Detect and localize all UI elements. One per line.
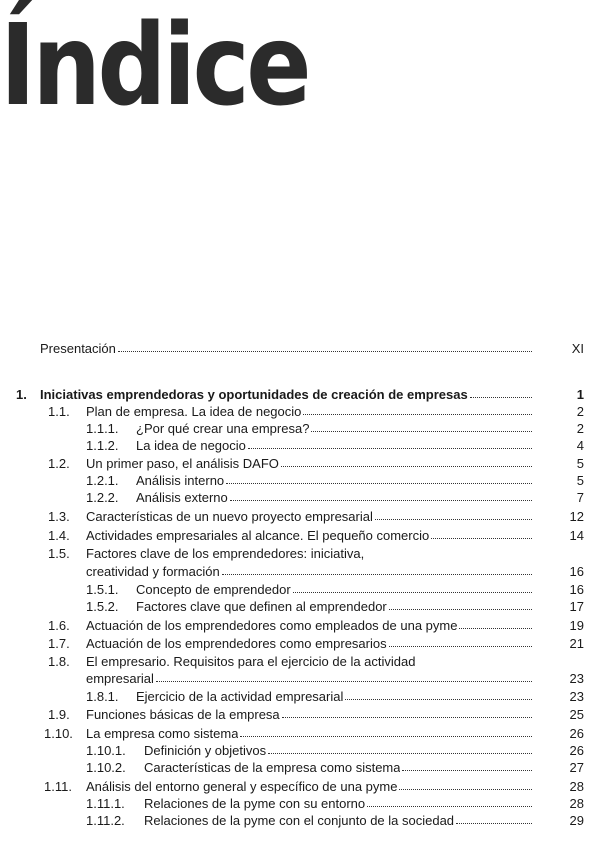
toc-entry-number: 1. [16, 387, 27, 402]
dot-leader [345, 684, 532, 700]
toc-entry-title: empresarial [86, 671, 154, 686]
toc-entry-page: XI [571, 341, 584, 356]
toc-entry [0, 527, 600, 544]
dot-leader [268, 738, 532, 754]
toc-entry-page: 26 [569, 726, 584, 741]
toc-entry-number: 1.1. [48, 404, 70, 419]
dot-leader [402, 755, 532, 771]
toc-entry-title: La idea de negocio [136, 438, 246, 453]
toc-entry-number: 1.2.2. [86, 490, 119, 505]
toc-entry-title: El empresario. Requisitos para el ejercicio de la actividad [86, 654, 416, 669]
toc-entry-page: 23 [569, 671, 584, 686]
toc-entry-page: 27 [569, 760, 584, 775]
toc-entry [0, 635, 600, 652]
toc-entry-title: Factores clave que definen al emprendedor [136, 599, 387, 614]
toc-entry-title: Iniciativas emprendedoras y oportunidades de creación de empresas [40, 387, 468, 402]
toc-entry-page: 25 [569, 707, 584, 722]
dot-leader [240, 721, 532, 737]
toc-entry-title: Análisis del entorno general y específico de una pyme [86, 779, 398, 794]
toc-entry-title: Plan de empresa. La idea de negocio [86, 404, 302, 419]
dot-leader [222, 559, 532, 575]
toc-entry-number: 1.11. [44, 779, 72, 794]
dot-leader [226, 468, 532, 484]
toc-entry-title: Actuación de los emprendedores como empresarios [86, 636, 387, 651]
dot-leader [459, 613, 532, 629]
toc-entry-number: 1.3. [48, 509, 70, 524]
toc-entry-title: Actividades empresariales al alcance. El pequeño comercio [86, 528, 430, 543]
toc-entry-title: Funciones básicas de la empresa [86, 707, 280, 722]
toc-entry-page: 5 [576, 473, 584, 488]
toc-entry-number: 1.11.1. [86, 796, 125, 811]
toc-entry-page: 2 [576, 421, 584, 436]
toc-entry-title: creatividad y formación [86, 564, 220, 579]
dot-leader [293, 577, 532, 593]
toc-entry-number: 1.8.1. [86, 689, 119, 704]
toc-entry-title: Relaciones de la pyme con el conjunto de la sociedad [144, 813, 455, 828]
toc-entry-page: 21 [569, 636, 584, 651]
toc-entry-title: Relaciones de la pyme con su entorno [144, 796, 366, 811]
toc-entry-number: 1.9. [48, 707, 70, 722]
toc-entry-title: Características de la empresa como sistema [144, 760, 401, 775]
toc-entry-number: 1.2. [48, 456, 70, 471]
dot-leader [375, 504, 532, 520]
toc-entry-number: 1.5.1. [86, 582, 119, 597]
toc-entry [0, 812, 600, 829]
toc-entry-number: 1.5.2. [86, 599, 119, 614]
toc-entry-page: 12 [569, 509, 584, 524]
toc-entry-title: Presentación [40, 341, 116, 356]
toc-entry-page: 16 [569, 582, 584, 597]
toc-entry-number: 1.1.2. [86, 438, 119, 453]
dot-leader [456, 808, 532, 824]
toc-entry-title: Definición y objetivos [144, 743, 267, 758]
dot-leader [399, 774, 532, 790]
dot-leader [389, 594, 532, 610]
toc-entry-number: 1.10. [44, 726, 73, 741]
toc-entry-page: 7 [576, 490, 584, 505]
toc-entry-page: 16 [569, 564, 584, 579]
toc-entry-number: 1.11.2. [86, 813, 125, 828]
toc-entry-number: 1.2.1. [86, 473, 119, 488]
toc-entry-page: 17 [569, 599, 584, 614]
dot-leader [230, 485, 532, 501]
toc-entry-page: 28 [569, 796, 584, 811]
toc-entry-page: 1 [576, 387, 584, 402]
dot-leader [281, 451, 532, 467]
dot-leader [118, 336, 532, 352]
dot-leader [389, 631, 532, 647]
toc-entry-number: 1.10.1. [86, 743, 126, 758]
dot-leader [431, 523, 532, 539]
toc-entry-page: 19 [569, 618, 584, 633]
toc-entry-number: 1.5. [48, 546, 70, 561]
toc-entry-page: 14 [569, 528, 584, 543]
toc-entry-page: 23 [569, 689, 584, 704]
toc-entry-page: 29 [569, 813, 584, 828]
dot-leader [282, 702, 532, 718]
toc-entry-title: Concepto de emprendedor [136, 582, 291, 597]
dot-leader [311, 416, 532, 432]
toc-entry [0, 340, 600, 357]
toc-entry-number: 1.10.2. [86, 760, 126, 775]
toc-entry-number: 1.4. [48, 528, 70, 543]
toc-entry-number: 1.6. [48, 618, 70, 633]
toc-entry-page: 28 [569, 779, 584, 794]
toc-entry-page: 26 [569, 743, 584, 758]
dot-leader [303, 399, 532, 415]
dot-leader [470, 382, 532, 398]
toc-entry-page: 5 [576, 456, 584, 471]
toc-entry-title: Análisis interno [136, 473, 225, 488]
toc-entry-page: 2 [576, 404, 584, 419]
dot-leader [248, 433, 532, 449]
toc-entry-number: 1.7. [48, 636, 70, 651]
toc-entry-number: 1.1.1. [86, 421, 119, 436]
toc-entry-title: ¿Por qué crear una empresa? [136, 421, 310, 436]
dot-leader [367, 791, 532, 807]
toc-entry-title: Ejercicio de la actividad empresarial [136, 689, 344, 704]
toc-entry-title: Actuación de los emprendedores como empleados de una pyme [86, 618, 458, 633]
toc-entry-title: Características de un nuevo proyecto empresarial [86, 509, 373, 524]
dot-leader [156, 666, 532, 682]
page-title: Índice [0, 1, 309, 131]
toc-entry-title: Análisis externo [136, 490, 228, 505]
toc-entry-title: Factores clave de los emprendedores: iniciativa, [86, 546, 365, 561]
toc-entry-title: Un primer paso, el análisis DAFO [86, 456, 279, 471]
toc-entry-number: 1.8. [48, 654, 70, 669]
toc-entry-page: 4 [576, 438, 584, 453]
toc-entry-title: La empresa como sistema [86, 726, 239, 741]
